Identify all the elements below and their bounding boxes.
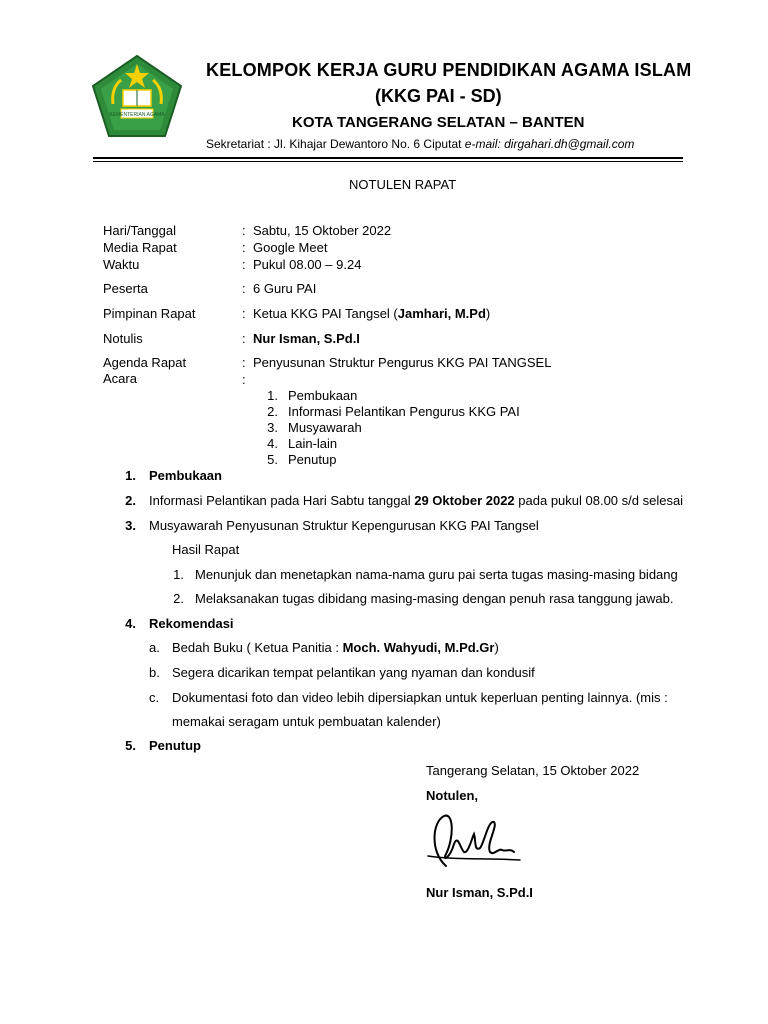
rek-text-a: Bedah Buku ( Ketua Panitia :	[172, 640, 343, 655]
colon: :	[242, 240, 246, 255]
header-address	[206, 137, 634, 151]
colon: :	[242, 355, 246, 370]
rek-item-continued: memakai seragam untuk pembuatan kalender)	[172, 714, 441, 729]
header-org-name: KELOMPOK KERJA GURU PENDIDIKAN AGAMA ISLAM	[206, 60, 692, 80]
rek-text-c: )	[494, 640, 499, 655]
item-number: 4.	[125, 616, 136, 631]
colon: :	[242, 257, 246, 272]
pimpinan-value	[253, 306, 490, 321]
pimpinan-name: Jamhari, M.Pd	[397, 306, 486, 321]
waktu-value: Pukul 08.00 – 9.24	[253, 257, 362, 272]
informasi-date: 29 Oktober 2022	[414, 493, 515, 508]
closing-place-date: Tangerang Selatan, 15 Oktober 2022	[426, 763, 640, 778]
hasil-item: Melaksanakan tugas dibidang masing-masing dengan penuh rasa tanggung jawab.	[195, 591, 674, 606]
media-value: Google Meet	[253, 240, 328, 255]
item-number: 3.	[125, 518, 136, 533]
rek-item: Dokumentasi foto dan video lebih dipersiapkan untuk keperluan penting lainnya. (mis :	[172, 690, 668, 705]
hasil-number: 2.	[173, 591, 184, 606]
hari-label: Hari/Tanggal	[103, 223, 176, 238]
hasil-number: 1.	[173, 567, 184, 582]
svg-text:KEMENTERIAN AGAMA: KEMENTERIAN AGAMA	[109, 112, 165, 118]
rek-ketua-name: Moch. Wahyudi, M.Pd.Gr	[342, 640, 495, 655]
header-org-abbrev: (KKG PAI - SD)	[375, 86, 502, 106]
list-item: Penutup	[288, 452, 337, 467]
header-rule-thin	[93, 161, 683, 162]
hasil-item: Menunjuk dan menetapkan nama-nama guru pai serta tugas masing-masing bidang	[195, 567, 678, 582]
list-item: Musyawarah	[288, 420, 362, 435]
colon: :	[242, 223, 246, 238]
agenda-value: Penyusunan Struktur Pengurus KKG PAI TANGSEL	[253, 355, 552, 370]
list-item-number: 2.	[267, 404, 278, 419]
kemenag-logo	[91, 54, 183, 138]
item-number: 1.	[125, 468, 136, 483]
waktu-label: Waktu	[103, 257, 140, 272]
item-pembukaan: Pembukaan	[149, 468, 222, 483]
email-text: e-mail: dirgahari.dh@gmail.com	[464, 137, 635, 151]
media-label: Media Rapat	[103, 240, 177, 255]
list-item-number: 5.	[267, 452, 278, 467]
colon: :	[242, 281, 246, 296]
hari-value: Sabtu, 15 Oktober 2022	[253, 223, 392, 238]
hasil-rapat-title: Hasil Rapat	[172, 542, 240, 557]
notulis-value: Nur Isman, S.Pd.I	[253, 331, 360, 346]
peserta-value: 6 Guru PAI	[253, 281, 317, 296]
list-item: Pembukaan	[288, 388, 358, 403]
rek-letter: a.	[149, 640, 160, 655]
list-item-number: 1.	[267, 388, 278, 403]
item-rekomendasi: Rekomendasi	[149, 616, 234, 631]
rek-letter: b.	[149, 665, 160, 680]
informasi-text-c: pada pukul 08.00 s/d selesai	[514, 493, 684, 508]
address-text: Sekretariat : Jl. Kihajar Dewantoro No. 6 Ciputat	[206, 137, 462, 151]
list-item-number: 3.	[267, 420, 278, 435]
list-item: Lain-lain	[288, 436, 338, 451]
rek-item	[172, 640, 499, 655]
notulis-label: Notulis	[103, 331, 143, 346]
pimpinan-prefix: Ketua KKG PAI Tangsel (	[253, 306, 398, 321]
informasi-text-a: Informasi Pelantikan pada Hari Sabtu tanggal	[149, 493, 415, 508]
closing-role: Notulen,	[426, 788, 478, 803]
rek-item: Segera dicarikan tempat pelantikan yang nyaman dan kondusif	[172, 665, 535, 680]
signature-image	[424, 808, 524, 876]
closing-name: Nur Isman, S.Pd.I	[426, 885, 533, 900]
pimpinan-suffix: )	[485, 306, 491, 321]
list-item-number: 4.	[267, 436, 278, 451]
acara-label: Acara	[103, 371, 137, 386]
peserta-label: Peserta	[103, 281, 148, 296]
item-musyawarah: Musyawarah Penyusunan Struktur Kepengurusan KKG PAI Tangsel	[149, 518, 539, 533]
colon: :	[242, 331, 246, 346]
header-rule-thick	[93, 157, 683, 159]
item-informasi	[149, 493, 683, 508]
header-city: KOTA TANGERANG SELATAN – BANTEN	[292, 114, 585, 131]
list-item: Informasi Pelantikan Pengurus KKG PAI	[288, 404, 520, 419]
pimpinan-label: Pimpinan Rapat	[103, 306, 196, 321]
item-number: 2.	[125, 493, 136, 508]
document-title: NOTULEN RAPAT	[349, 177, 457, 192]
colon: :	[242, 306, 246, 321]
item-penutup: Penutup	[149, 738, 201, 753]
colon: :	[242, 372, 246, 387]
item-number: 5.	[125, 738, 136, 753]
rek-letter: c.	[149, 690, 160, 705]
agenda-label: Agenda Rapat	[103, 355, 187, 370]
